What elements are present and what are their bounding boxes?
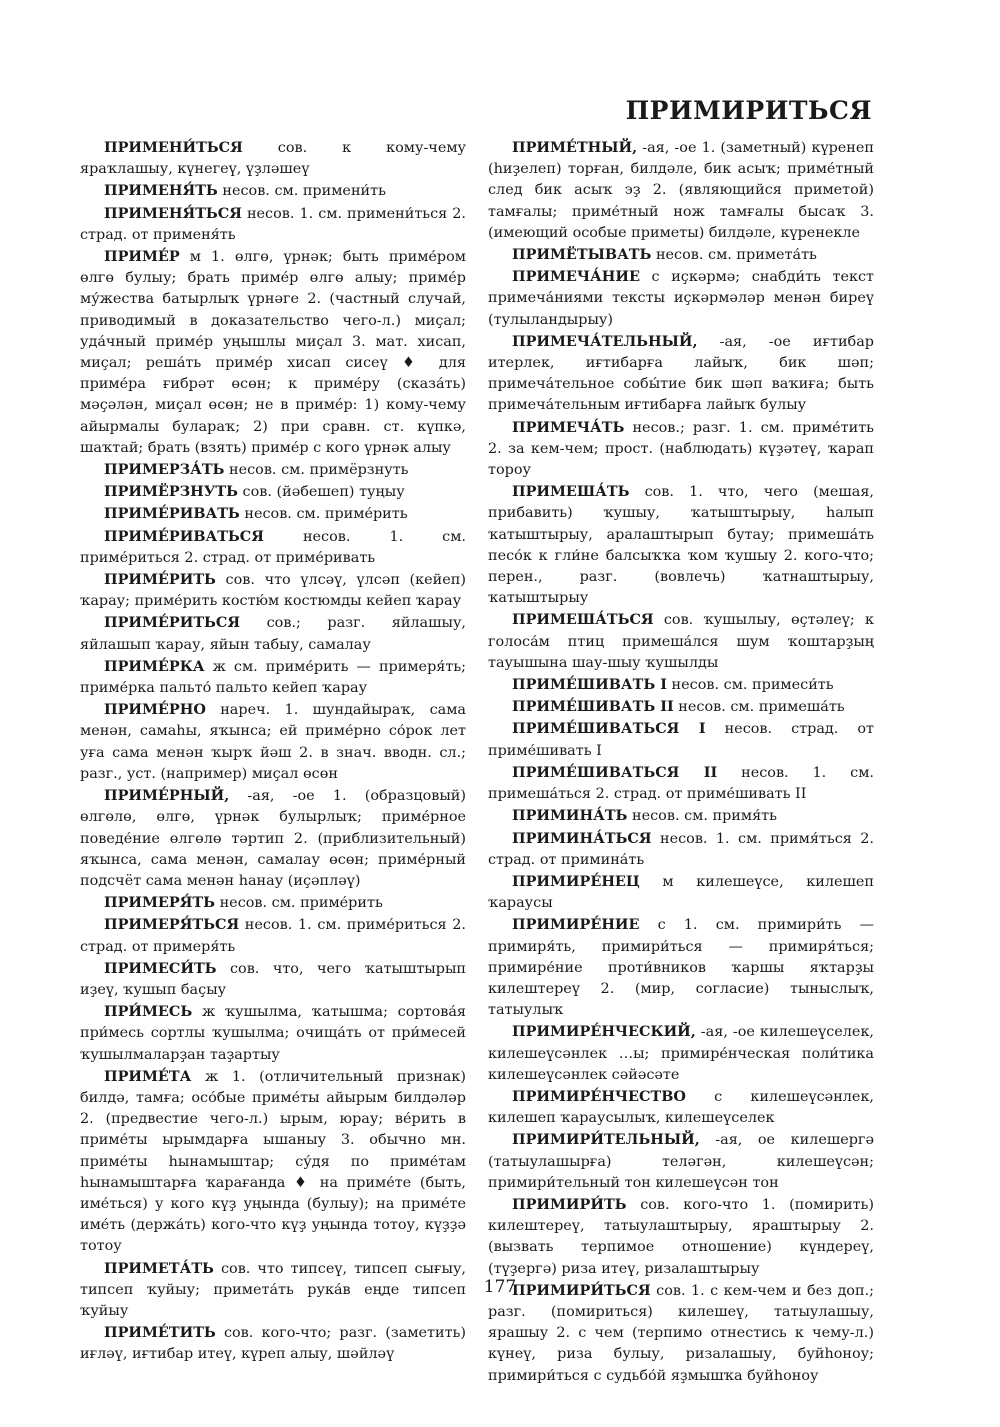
entry-definition: сов. (йәбешеп) туңыу: [242, 484, 405, 501]
entry-definition: -ая, -ое 1. (образцовый) өлгөлө, өлгө, үрнәк булырлыҡ; приме́рное поведе́ние өлгөлө тәртип 2. (приблизительный) яҡынса, сама менән, самалау өсөн; приме́рный подсчёт сама менән һанау (иҫәпләү): [80, 788, 467, 889]
entry-definition: несов. см. примеси́ть: [671, 677, 834, 694]
entry-definition: несов.; разг. 1. см. приме́тить 2. за кем-чем; прост. (наблюдать) күҙәтеү, ҡарап тороу: [488, 419, 874, 479]
entry-headword: ПРИМЕША́ТЬСЯ: [512, 611, 654, 629]
entry-definition: ж ҡушылма, ҡатышма; сортова́я при́месь сортлы ҡушылма; очища́ть от при́месей ҡушылмаларҙан таҙартыу: [80, 1004, 466, 1063]
entry-headword: ПРИМЕ́РНЫЙ,: [104, 787, 230, 805]
entry-definition: с килешеүсәнлек, килешеп ҡараусылыҡ, килешеүселек: [488, 1088, 875, 1127]
entry-definition: несов. см. примеша́ть: [678, 699, 845, 716]
entry-headword: ПРИМИРЕ́НЕЦ: [512, 872, 640, 890]
dictionary-entry: [488, 331, 874, 417]
entry-headword: ПРИМИНА́ТЬСЯ: [512, 829, 652, 847]
entry-headword: ПРИМИРЕ́НЧЕСКИЙ,: [512, 1023, 696, 1041]
dictionary-entry: [488, 137, 874, 244]
dictionary-entry: [80, 785, 466, 892]
entry-definition: несов. 1. см. примя́ться 2. страд. от примина́ть: [488, 830, 874, 868]
dictionary-entry: [80, 1066, 466, 1258]
entry-definition: сов. 1. что, чего (мешая, прибавить) ҡушыу, ҡатыштырыу, һалып ҡатыштырыу, аралаштырып бутау; примеша́ть песо́к к гли́не балсыҡҡа ҡом ҡушыу 2. кого-что; перен., разг. (вовлечь) ҡатнаштырыу, ҡатыштырыу: [488, 484, 875, 607]
entry-definition: несов. 1. см. примеша́ться 2. страд. от приме́шивать II: [488, 764, 875, 803]
entry-headword: ПРИМЕЧА́НИЕ: [512, 268, 640, 286]
dictionary-entry: [488, 266, 874, 331]
entry-headword: ПРИМЕНЯ́ТЬСЯ: [104, 204, 242, 222]
entry-definition: несов. см. примёрзнуть: [229, 462, 409, 479]
dictionary-entry: [80, 503, 466, 525]
entry-definition: сов. что үлсәү, үлсәп (кейеп) ҡарау; приме́рить костю́м костюмды кейеп ҡарау: [80, 572, 466, 610]
entry-headword: ПРИМЕЧА́ТЕЛЬНЫЙ,: [512, 332, 698, 350]
entry-headword: ПРИМЕ́ТИТЬ: [104, 1324, 216, 1342]
entry-headword: ПРИМЕ́ШИВАТЬ I: [512, 676, 667, 694]
entry-headword: ПРИМИРЕ́НЧЕСТВО: [512, 1087, 686, 1105]
dictionary-entry: [80, 699, 466, 785]
entry-headword: ПРИМЕ́РИТЬСЯ: [104, 614, 241, 632]
dictionary-entry: [80, 137, 466, 180]
entry-definition: с 1. см. примири́ть — примиря́ть, примири́ться — примиря́ться; примире́ние проти́вников ҡаршы яҡтарҙы килештереү 2. (мир, согласие) тыныслыҡ, татыулыҡ: [488, 917, 874, 1019]
entry-definition: несов. см. примя́ть: [632, 808, 777, 825]
dictionary-entry: [488, 718, 874, 761]
entry-headword: ПРИМЕ́РИВАТЬ: [104, 505, 240, 523]
entry-definition: несов. 1. см. примени́ться 2. страд. от применя́ть: [80, 205, 466, 243]
entry-headword: ПРИМИРИ́ТЬ: [512, 1195, 627, 1213]
dictionary-entry: [488, 696, 874, 718]
entry-headword: ПРИМЕ́ТА: [104, 1067, 192, 1085]
entry-definition: сов. кого-что 1. (помирить) килештереү, татыулаштырыу, яраштырыу 2. (вызвать терпимое отношение) күндереү, (түҙергә) риза итеү, ризалаштырыу: [488, 1196, 874, 1277]
entry-headword: ПРИМЕ́РИТЬ: [104, 571, 216, 589]
entry-definition: сов.; разг. яйлашыу, яйлашып ҡарау, яйын табыу, самалау: [80, 615, 466, 653]
entry-definition: несов. 1. см. приме́риться 2. страд. от приме́ривать: [80, 528, 466, 566]
entry-definition: сов. к кому-чему яраҡлашыу, күнегеү, үҙләшеү: [80, 140, 466, 178]
dictionary-entry: [80, 914, 466, 957]
dictionary-entry: [80, 958, 466, 1001]
entry-headword: ПРИМЕ́ШИВАТЬСЯ I: [512, 720, 706, 738]
dictionary-entry: [80, 612, 466, 655]
entry-definition: с иҫкәрмә; снабди́ть текст примеча́ниями тексты иҫкәрмәләр менән биреү (тулыландырыу): [488, 269, 874, 328]
entry-headword: ПРИМЕША́ТЬ: [512, 483, 630, 501]
left-column: [80, 137, 466, 1366]
entry-headword: ПРИМИРИ́ТЬСЯ: [512, 1281, 651, 1299]
entry-definition: м 1. өлгө, үрнәк; быть приме́ром өлгө булыу; брать приме́р өлгө алыу; приме́р му́жества батырлыҡ үрнәге 2. (частный случай, приводимый в доказательство чего-л.) миҫал; уда́чный приме́р уңышлы миҫал 3. мат. хисап, миҫал; реша́ть приме́р хисап сисеү ♦ для приме́ра ғибрәт өсөн; к приме́ру (сказа́ть) мәҫәлән, миҫал өсөн; не в приме́р: 1) кому-чему айырмалы булараҡ; 2) при сравн. ст. күпкә, шаҡтай; брать (взять) приме́р с кого үрнәк алыу: [80, 249, 466, 456]
entry-definition: -ая, -ое иғтибар итерлек, иғтибарға лайыҡ, бик шәп; примеча́тельное собы́тие бик шәп ваҡиға; быть примеча́тельным иғтибарға лайыҡ булыу: [488, 333, 874, 414]
entry-headword: ПРИМЕ́РКА: [104, 657, 205, 675]
dictionary-entry: [488, 417, 874, 482]
entry-headword: ПРИМЁРЗНУТЬ: [104, 483, 238, 501]
dictionary-entry: [80, 526, 466, 569]
dictionary-entry: [80, 180, 466, 202]
dictionary-entry: [488, 805, 874, 827]
entry-definition: -ая, -ое 1. (заметный) күренеп (һиҙелеп) торған, билдәле, бик асыҡ; приме́тный след бик асыҡ эҙ 2. (являющийся приметой) тамғалы; приме́тный нож тамғалы бысаҡ 3. (имеющий особые приметы) билдәле, күренекле: [488, 140, 875, 241]
dictionary-entry: [488, 1086, 874, 1129]
dictionary-entry: [488, 674, 874, 696]
dictionary-entry: [80, 656, 466, 699]
dictionary-entry: [488, 244, 874, 266]
dictionary-entry: [80, 203, 466, 246]
entry-definition: несов. см. приме́рить: [244, 506, 408, 523]
entry-definition: м килешеүсе, килешеп ҡараусы: [488, 873, 874, 912]
entry-definition: сов. что, чего ҡатыштырып иҙеү, ҡушып баҫыу: [80, 960, 466, 998]
entry-definition: нареч. 1. шундайыраҡ, сама менән, самаһы, яҡынса; ей приме́рно со́рок лет уға сама менән ҡырҡ йәш 2. в знач. вводн. сл.; разг., уст. (например) миҫал өсөн: [80, 702, 466, 782]
entry-headword: ПРИ́МЕСЬ: [104, 1003, 193, 1021]
dictionary-entry: [488, 871, 874, 914]
dictionary-entry: [80, 569, 466, 612]
entry-definition: ж 1. (отличительный признак) билдә, тамға; осо́бые приме́ты айырым билдәләр 2. (предвестие чего-л.) ырым, юрау; ве́рить в приме́ты ырымдарға ышаныу 3. обычно мн. приме́ты һынамыштар; су́дя по приме́там һынамыштарға ҡарағанда ♦ на приме́те (быть, име́ться) у кого күҙ уңында (булыу); на приме́те име́ть (держа́ть) кого-что күҙ уңында тотоу, күҙҙә тотоу: [80, 1068, 466, 1255]
entry-definition: несов. см. примета́ть: [655, 247, 817, 264]
dictionary-entry: [488, 609, 874, 674]
entry-headword: ПРИМЕ́РИВАТЬСЯ: [104, 527, 264, 545]
entry-definition: несов. см. приме́рить: [219, 895, 383, 912]
dictionary-entry: [80, 481, 466, 503]
dictionary-entry: [80, 459, 466, 481]
entry-headword: ПРИМЕ́Р: [104, 248, 180, 266]
entry-headword: ПРИМЕНЯ́ТЬ: [104, 182, 218, 200]
dictionary-entry: [80, 1001, 466, 1066]
entry-headword: ПРИМЕРЯ́ТЬ: [104, 894, 216, 912]
entry-headword: ПРИМЕЧА́ТЬ: [512, 418, 625, 436]
entry-definition: сов. что типсеү, типсеп сығыу, типсеп ҡуйыу; примета́ть рука́в еңде типсеп ҡуйыу: [80, 1260, 466, 1319]
dictionary-entry: [80, 246, 466, 459]
entry-definition: сов. кого-что; разг. (заметить) иғләү, иғтибар итеү, күреп алыу, шәйләү: [80, 1325, 466, 1363]
entry-definition: несов. см. примени́ть: [222, 183, 386, 200]
entry-headword: ПРИМЕРЯ́ТЬСЯ: [104, 916, 240, 934]
entry-headword: ПРИМИРИ́ТЕЛЬНЫЙ,: [512, 1131, 700, 1149]
entry-headword: ПРИМИНА́ТЬ: [512, 807, 628, 825]
entry-definition: несов. 1. см. приме́риться 2. страд. от примеря́ть: [80, 917, 466, 955]
entry-definition: несов. страд. от приме́шивать I: [488, 721, 875, 759]
dictionary-entry: [488, 762, 874, 805]
dictionary-entry: [488, 1021, 874, 1086]
entry-headword: ПРИМЕТА́ТЬ: [104, 1259, 214, 1277]
dictionary-entry: [80, 1322, 466, 1365]
dictionary-entry: [488, 828, 874, 871]
entry-headword: ПРИМЕНИ́ТЬСЯ: [104, 139, 243, 156]
page-number: 177: [483, 1277, 517, 1297]
dictionary-entry: [488, 481, 874, 609]
entry-headword: ПРИМИРЕ́НИЕ: [512, 916, 640, 934]
entry-headword: ПРИМЕ́ШИВАТЬСЯ II: [512, 763, 718, 781]
dictionary-entry: [488, 1194, 874, 1280]
entry-definition: -ая, -ое килешеүселек, килешеүсәнлек …ы; примире́нческая поли́тика килешеүсәнлек сәйәсәте: [488, 1024, 875, 1083]
dictionary-entry: [488, 1129, 874, 1194]
entry-headword: ПРИМЕ́РНО: [104, 701, 206, 719]
running-head: ПРИМИРИТЬСЯ: [625, 96, 872, 125]
entry-headword: ПРИМЕ́ШИВАТЬ II: [512, 698, 674, 716]
entry-headword: ПРИМЁТЫВАТЬ: [512, 246, 652, 264]
right-column: [488, 137, 874, 1387]
entry-definition: -ая, ое килешергә (татыулашырға) теләгән, килешеүсән; примири́тельный тон килешеүсән тон: [488, 1132, 874, 1191]
dictionary-entry: [488, 914, 874, 1021]
entry-headword: ПРИМЕСИ́ТЬ: [104, 959, 217, 977]
entry-headword: ПРИМЕ́ТНЫЙ,: [512, 139, 638, 156]
entry-definition: сов. ҡушылыу, өҫтәлеү; к голоса́м птиц примеша́лся шум ҡоштарҙың тауышына шау-шыу ҡушылды: [488, 612, 874, 671]
dictionary-entry: [80, 892, 466, 914]
entry-headword: ПРИМЕРЗА́ТЬ: [104, 461, 225, 479]
entry-definition: ж см. приме́рить — примеря́ть; приме́рка пальто́ пальто кейеп ҡарау: [80, 658, 467, 697]
entry-definition: сов. 1. с кем-чем и без доп.; разг. (помириться) килешеү, татыулашыу, ярашыу 2. с чем (терпимо отнестись к чему-л.) күнеү, риза булыу, ризалашыу, буйһоноу; примири́ться с судьбо́й яҙмышҡа буйһоноу: [488, 1282, 874, 1384]
